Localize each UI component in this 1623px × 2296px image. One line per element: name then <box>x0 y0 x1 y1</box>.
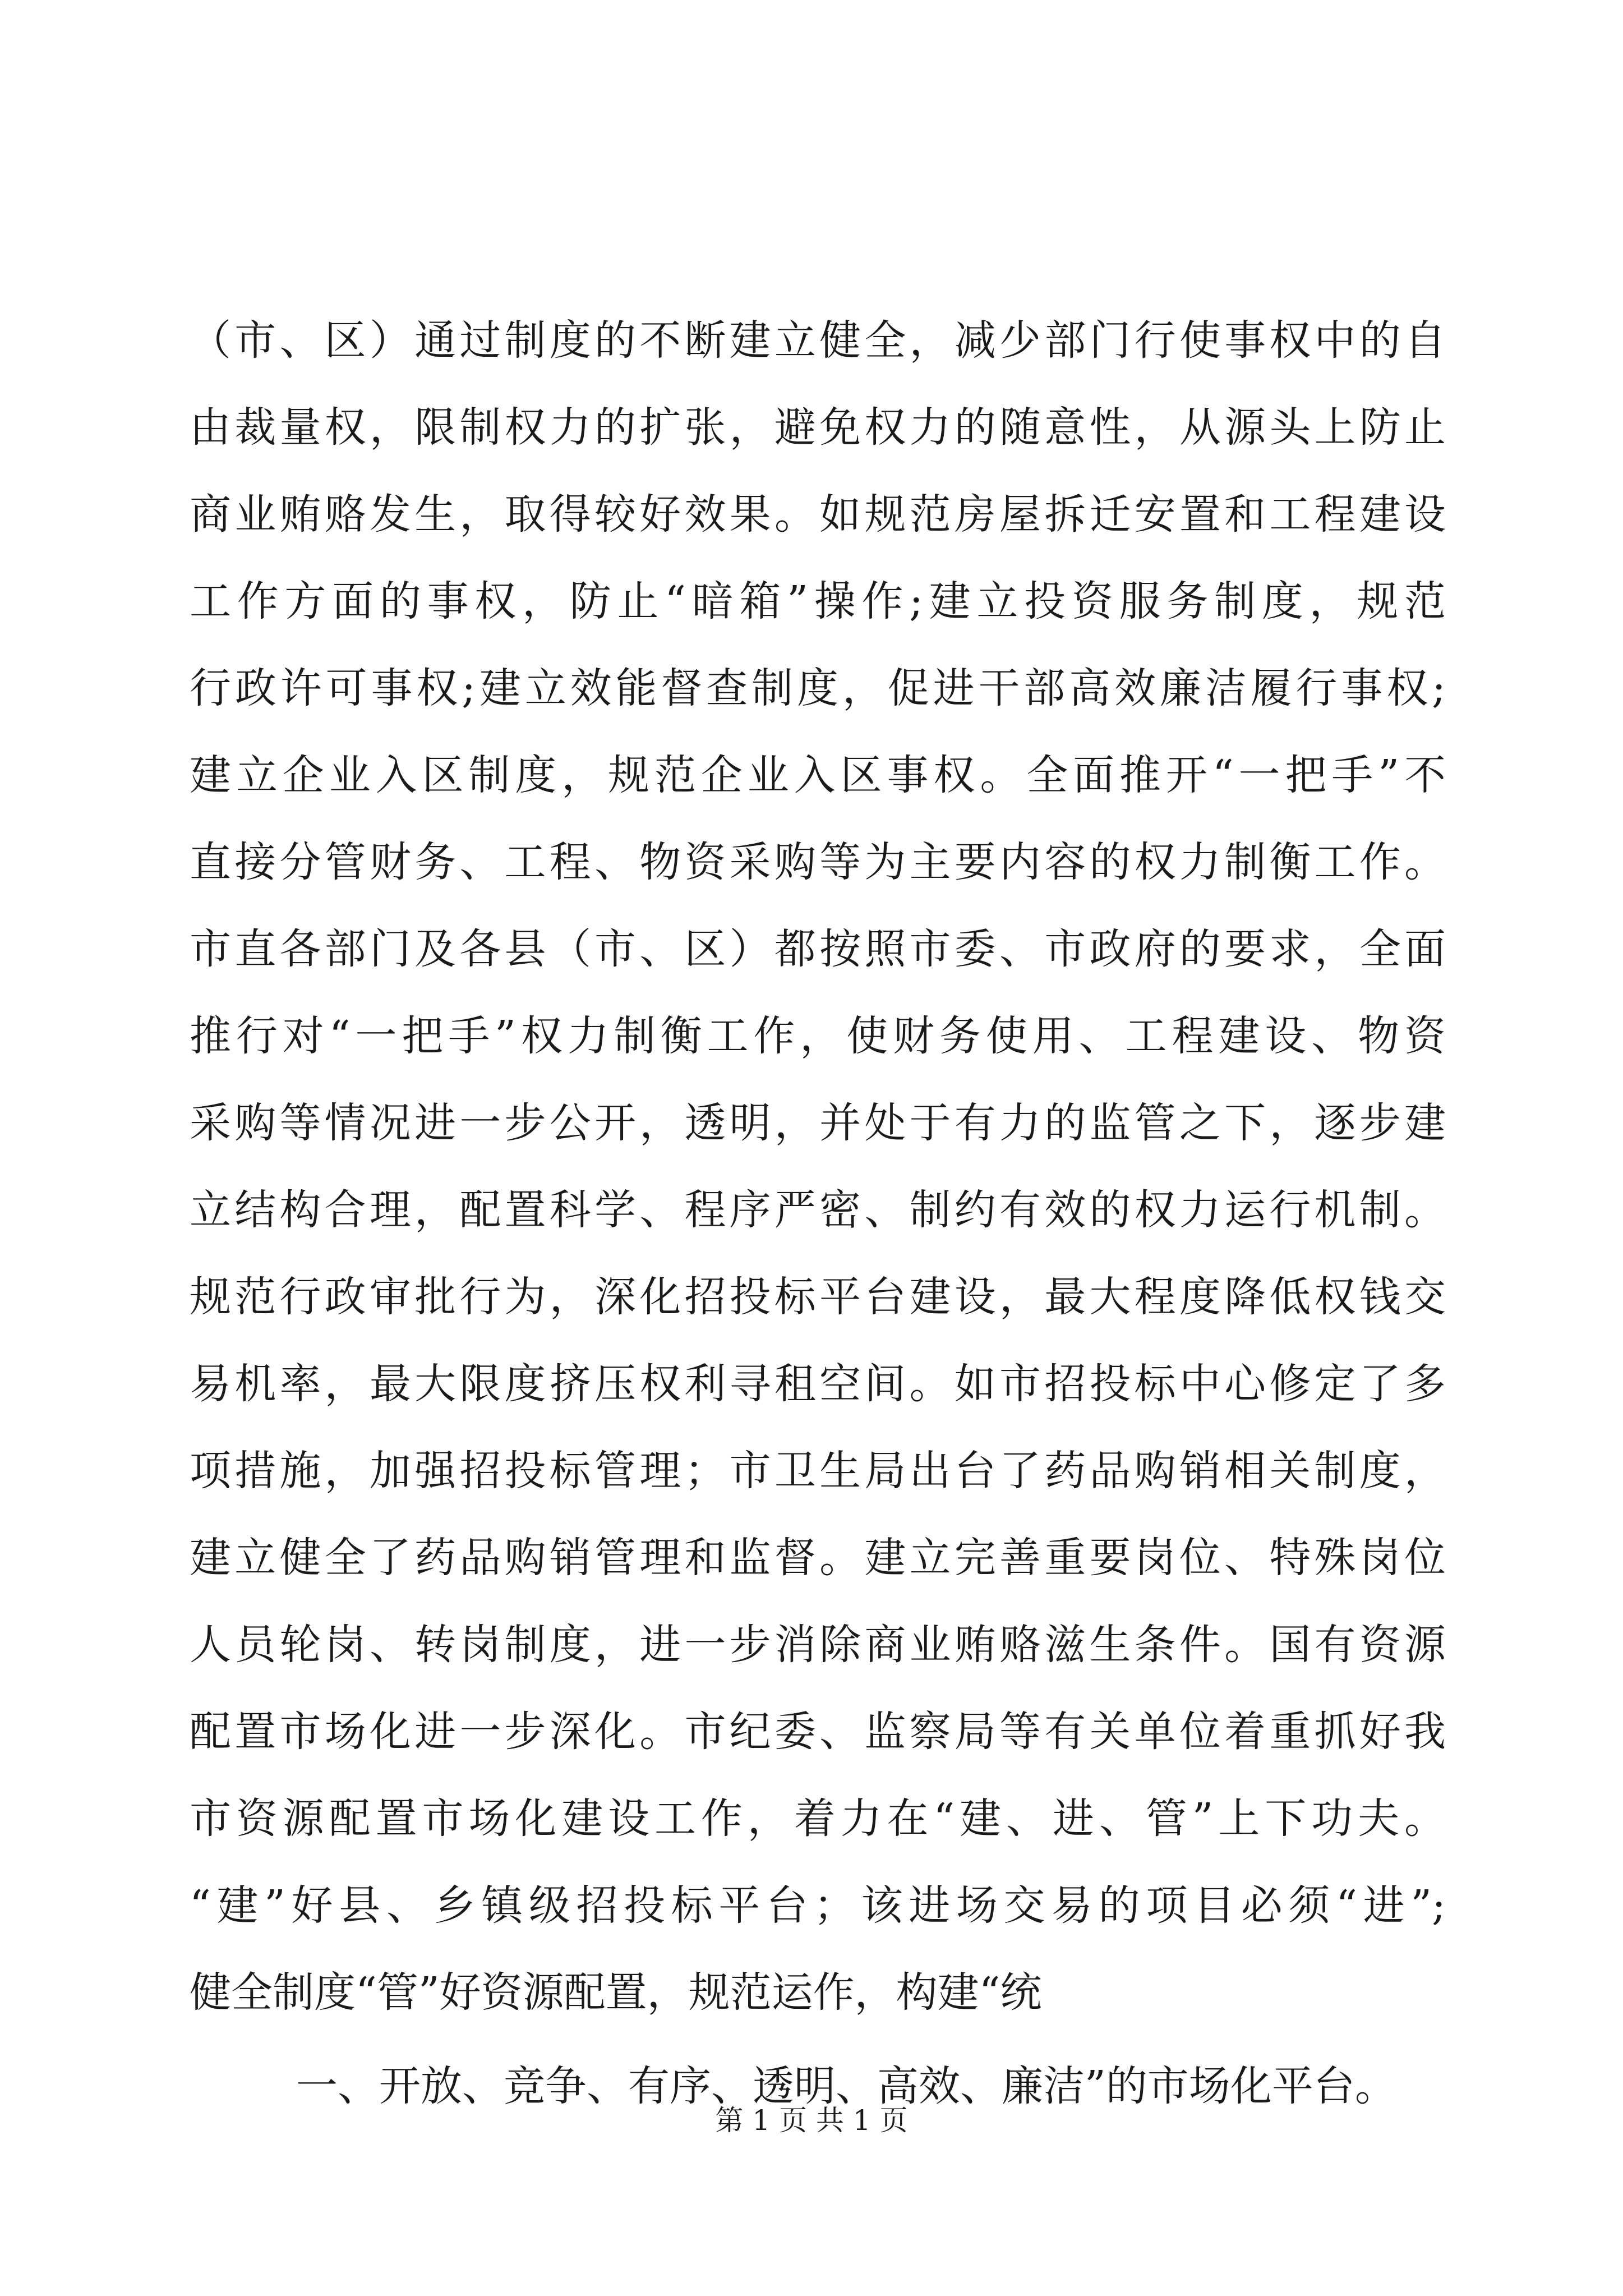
text-line: 行政许可事权;建立效能督查制度，促进干部高效廉洁履行事权; <box>190 664 1446 712</box>
indented-text-line: 一、开放、竞争、有序、透明、高效、廉洁”的市场化平台。 <box>296 2062 1396 2110</box>
text-line: 采购等情况进一步公开，透明，并处于有力的监管之下，逐步建 <box>190 1099 1446 1147</box>
text-line: 建立健全了药品购销管理和监督。建立完善重要岗位、特殊岗位 <box>190 1534 1446 1582</box>
text-line: （市、区）通过制度的不断建立健全，减少部门行使事权中的自 <box>190 316 1446 365</box>
text-line: 由裁量权，限制权力的扩张，避免权力的随意性，从源头上防止 <box>190 403 1446 452</box>
text-line: 配置市场化进一步深化。市纪委、监察局等有关单位着重抓好我 <box>190 1708 1446 1756</box>
text-line: “建”好县、乡镇级招投标平台；该进场交易的项目必须“进”; <box>190 1881 1446 1930</box>
text-line: 市资源配置市场化建设工作，着力在“建、进、管”上下功夫。 <box>190 1795 1446 1843</box>
text-line: 直接分管财务、工程、物资采购等为主要内容的权力制衡工作。 <box>190 838 1446 886</box>
text-line: 健全制度“管”好资源配置，规范运作，构建“统 <box>190 1968 1042 2017</box>
text-line: 项措施，加强招投标管理；市卫生局出台了药品购销相关制度， <box>190 1447 1446 1495</box>
body-text <box>190 297 1446 2130</box>
text-line: 市直各部门及各县（市、区）都按照市委、市政府的要求，全面 <box>190 925 1446 973</box>
text-line: 建立企业入区制度，规范企业入区事权。全面推开“一把手”不 <box>190 751 1446 799</box>
text-line: 易机率，最大限度挤压权利寻租空间。如市招投标中心修定了多 <box>190 1360 1446 1408</box>
text-line: 立结构合理，配置科学、程序严密、制约有效的权力运行机制。 <box>190 1186 1446 1234</box>
text-line: 商业贿赂发生，取得较好效果。如规范房屋拆迁安置和工程建设 <box>190 490 1446 539</box>
text-line: 人员轮岗、转岗制度，进一步消除商业贿赂滋生条件。国有资源 <box>190 1621 1446 1669</box>
text-line: 推行对“一把手”权力制衡工作，使财务使用、工程建设、物资 <box>190 1012 1446 1060</box>
page-footer: 第 1 页 共 1 页 <box>715 2104 908 2137</box>
text-line: 工作方面的事权，防止“暗箱”操作;建立投资服务制度，规范 <box>190 577 1446 625</box>
text-line: 规范行政审批行为，深化招投标平台建设，最大程度降低权钱交 <box>190 1273 1446 1321</box>
